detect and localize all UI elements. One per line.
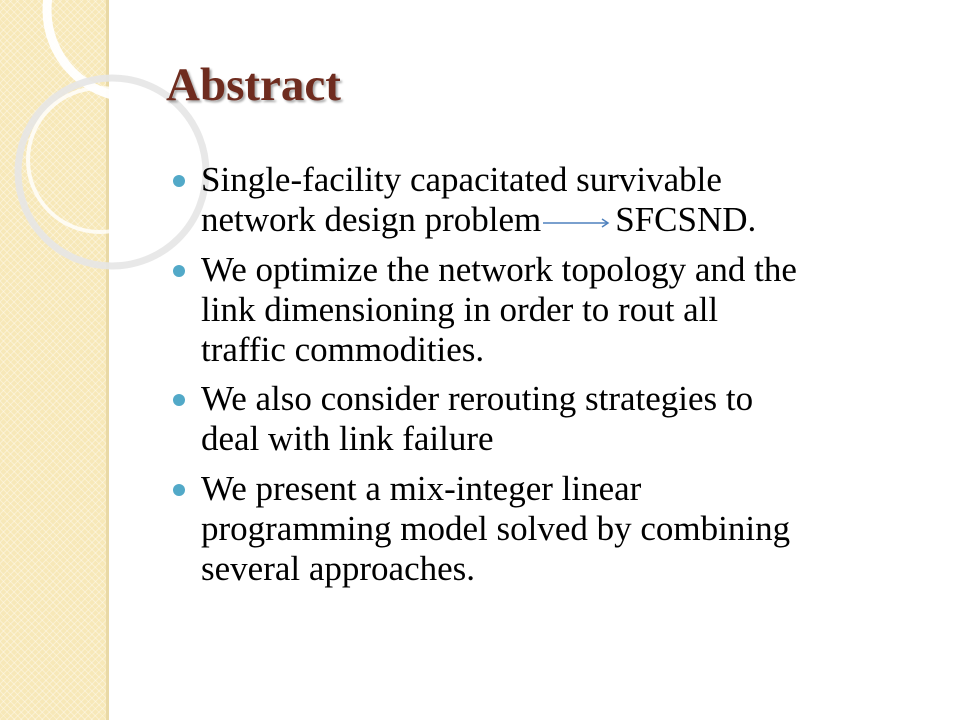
bullet-dot-icon xyxy=(173,484,185,496)
bullet-text xyxy=(201,250,943,370)
bullet-item xyxy=(173,160,943,240)
bullet-text xyxy=(201,160,943,240)
bullet-line: several approaches. xyxy=(201,549,476,589)
bullet-dot-icon xyxy=(173,175,185,187)
bullet-line: We optimize the network topology and the xyxy=(201,249,797,289)
bullet-list xyxy=(173,160,943,599)
bullet-item xyxy=(173,469,943,589)
right-arrow-icon xyxy=(541,216,613,230)
bullet-line: We present a mix-integer linear xyxy=(201,469,642,509)
bullet-line-part: SFCSND. xyxy=(615,199,757,239)
bullet-line: deal with link failure xyxy=(201,419,494,459)
bullet-line: programming model solved by combining xyxy=(201,509,791,549)
bullet-line: Single-facility capacitated survivable xyxy=(201,160,722,199)
bullet-dot-icon xyxy=(173,394,185,406)
bullet-item xyxy=(173,250,943,370)
bullet-line xyxy=(201,200,943,240)
bullet-line-part: network design problem xyxy=(201,199,542,239)
bullet-dot-icon xyxy=(173,265,185,277)
bullet-line: We also consider rerouting strategies to xyxy=(201,379,754,419)
bullet-text xyxy=(201,379,943,459)
bullet-item xyxy=(173,379,943,459)
bullet-text xyxy=(201,469,943,589)
bullet-line: link dimensioning in order to rout all xyxy=(201,289,719,329)
bullet-line: traffic commodities. xyxy=(201,329,485,369)
slide-title: Abstract xyxy=(166,59,341,111)
